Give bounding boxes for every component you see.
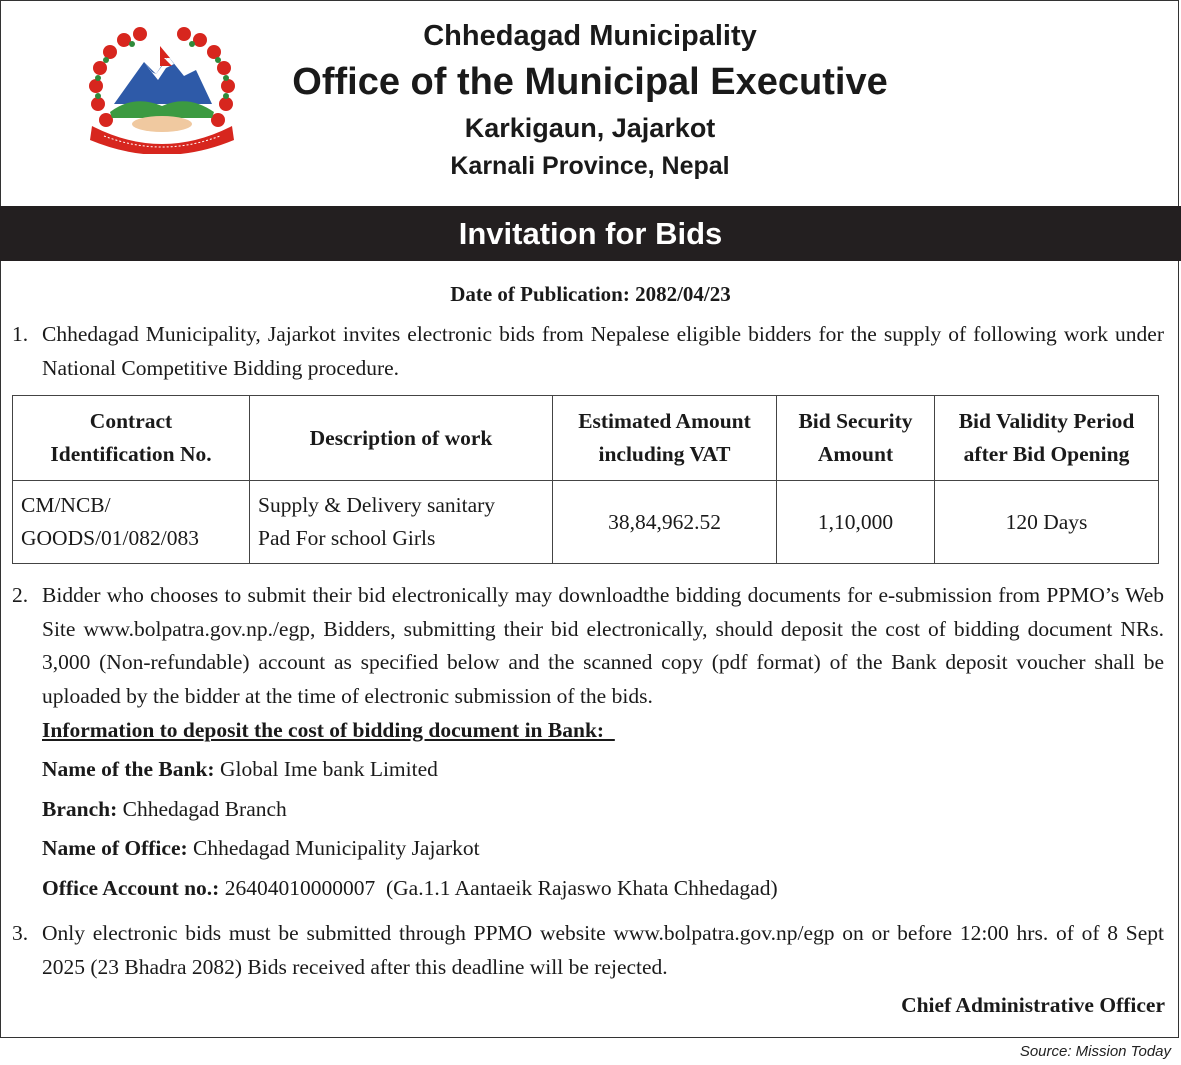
notice-title: Invitation for Bids <box>0 206 1181 261</box>
bank-name-row: Name of the Bank: Global Ime bank Limited <box>42 757 438 781</box>
office-name: Office of the Municipal Executive <box>292 61 888 103</box>
cell-description: Supply & Delivery sanitary Pad For school Girls <box>250 481 553 564</box>
bank-info-title: Information to deposit the cost of bidding document in Bank: <box>42 718 615 742</box>
clause-number: 1. <box>12 322 29 346</box>
clause-number: 3. <box>12 921 29 945</box>
cell-bid-security: 1,10,000 <box>777 481 935 564</box>
nepal-coat-of-arms-icon <box>84 26 240 154</box>
source-credit: Source: Mission Today <box>1019 1043 1171 1060</box>
clause-text: Bidder who chooses to submit their bid electronically may downloadthe bidding documents for e-submission from PPMO’s Web Site www.bolpatra.gov.np./egp, Bidders, submitting their bid electronically, should deposit the cost of bidding document NRs. 3,000 (Non-refundable) account as specified below and the scanned copy (pdf format) of the Bank deposit voucher shall be uploaded by the bidder at the time of electronic submission of the bids. <box>42 583 1164 708</box>
header-bid-security: Bid Security Amount <box>777 396 935 481</box>
table-row <box>13 481 1159 564</box>
address-line-2: Karnali Province, Nepal <box>450 152 730 180</box>
publication-date: Date of Publication: 2082/04/23 <box>450 282 731 306</box>
header-description: Description of work <box>250 396 553 481</box>
signature: Chief Administrative Officer <box>901 993 1165 1017</box>
header-estimated-amount: Estimated Amount including VAT <box>553 396 777 481</box>
branch-row: Branch: Chhedagad Branch <box>42 797 287 821</box>
clause-2 <box>12 579 1164 713</box>
bid-table <box>12 395 1159 564</box>
clause-text: Chhedagad Municipality, Jajarkot invites electronic bids from Nepalese eligible bidders for the supply of following work under National Competitive Bidding procedure. <box>42 322 1164 380</box>
header-bid-validity: Bid Validity Period after Bid Opening <box>935 396 1159 481</box>
clause-3 <box>12 917 1164 984</box>
office-name-row: Name of Office: Chhedagad Municipality Jajarkot <box>42 836 480 860</box>
address-line-1: Karkigaun, Jajarkot <box>464 113 716 143</box>
cell-contract-id: CM/NCB/ GOODS/01/082/083 <box>13 481 250 564</box>
clause-text: Only electronic bids must be submitted through PPMO website www.bolpatra.gov.np/egp on or before 12:00 hrs. of of 8 Sept 2025 (23 Bhadra 2082) Bids received after this deadline will be rejected. <box>42 921 1164 979</box>
notice-header <box>0 0 1181 206</box>
cell-bid-validity: 120 Days <box>935 481 1159 564</box>
header-contract-id: Contract Identification No. <box>13 396 250 481</box>
clause-number: 2. <box>12 583 29 607</box>
table-header-row <box>13 396 1159 481</box>
cell-estimated-amount: 38,84,962.52 <box>553 481 777 564</box>
municipality-name: Chhedagad Municipality <box>423 20 757 52</box>
account-row: Office Account no.: 26404010000007 (Ga.1.1 Aantaeik Rajaswo Khata Chhedagad) <box>42 876 778 900</box>
clause-1 <box>12 318 1164 385</box>
